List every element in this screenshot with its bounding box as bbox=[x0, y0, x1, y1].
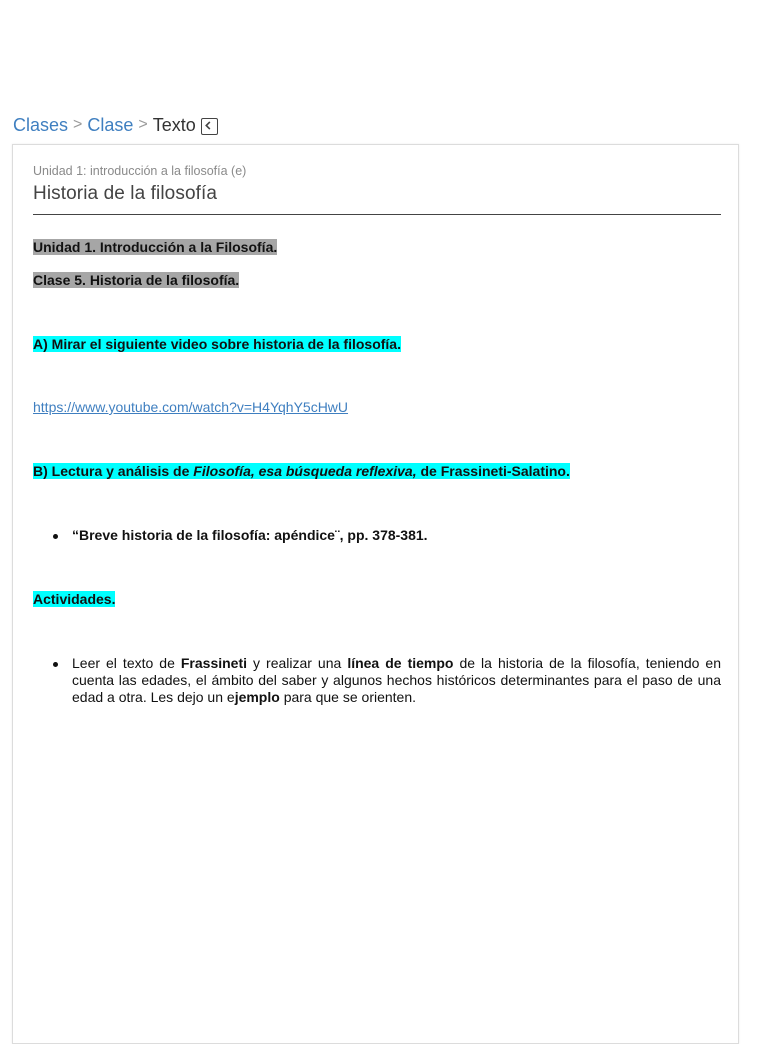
reading-reference: “Breve historia de la filosofía: apéndice¨, pp. 378-381. bbox=[72, 527, 428, 543]
activity-bold-timeline: línea de tiempo bbox=[347, 655, 454, 671]
book-title: Filosofía, esa búsqueda reflexiva, bbox=[193, 463, 417, 479]
activities-heading-text: Actividades. bbox=[33, 591, 116, 607]
section-b-suffix: de Frassineti-Salatino. bbox=[416, 463, 570, 479]
activity-text: Leer el texto de bbox=[72, 655, 181, 671]
class-heading-text: Clase 5. Historia de la filosofía. bbox=[33, 272, 240, 288]
breadcrumb-clases-link[interactable]: Clases bbox=[13, 114, 69, 135]
chevron-left-box-icon[interactable] bbox=[201, 118, 218, 135]
document-title: Historia de la filosofía bbox=[33, 183, 218, 204]
bullet-dot bbox=[53, 662, 58, 667]
unit-heading-text: Unidad 1. Introducción a la Filosofía. bbox=[33, 239, 278, 255]
activities-heading bbox=[33, 591, 115, 607]
activity-text: para que se orienten. bbox=[279, 689, 417, 705]
section-b-heading bbox=[33, 463, 570, 479]
activity-bold-author: Frassineti bbox=[180, 655, 248, 671]
unit-label: Unidad 1: introducción a la filosofía (e) bbox=[33, 164, 247, 178]
section-b-prefix: B) Lectura y análisis de bbox=[33, 463, 194, 479]
activity-text: y realizar una bbox=[247, 655, 348, 671]
breadcrumb-clase-link[interactable]: Clase bbox=[87, 114, 134, 135]
activity-text: de la historia de la filosofía, teniendo en cuenta las edades, el ámbito del saber y algunos hechos históricos determinantes para el paso de una edad a otra. Les dejo un e bbox=[72, 655, 722, 705]
class-heading bbox=[33, 272, 239, 288]
unit-heading bbox=[33, 239, 277, 255]
breadcrumb-separator: > bbox=[138, 116, 148, 133]
activity-paragraph bbox=[72, 655, 721, 706]
title-divider bbox=[33, 214, 721, 215]
video-link[interactable]: https://www.youtube.com/watch?v=H4YqhY5cHwU bbox=[33, 399, 349, 415]
breadcrumb bbox=[13, 113, 218, 137]
bullet-dot bbox=[53, 534, 58, 539]
activity-bold-example: jemplo bbox=[234, 689, 280, 705]
breadcrumb-current: Texto bbox=[152, 114, 196, 135]
section-a-text: A) Mirar el siguiente video sobre historia de la filosofía. bbox=[33, 336, 401, 352]
section-a-heading bbox=[33, 336, 401, 352]
section-b-text bbox=[33, 463, 570, 479]
document-card bbox=[12, 144, 739, 1044]
breadcrumb-separator: > bbox=[73, 116, 83, 133]
